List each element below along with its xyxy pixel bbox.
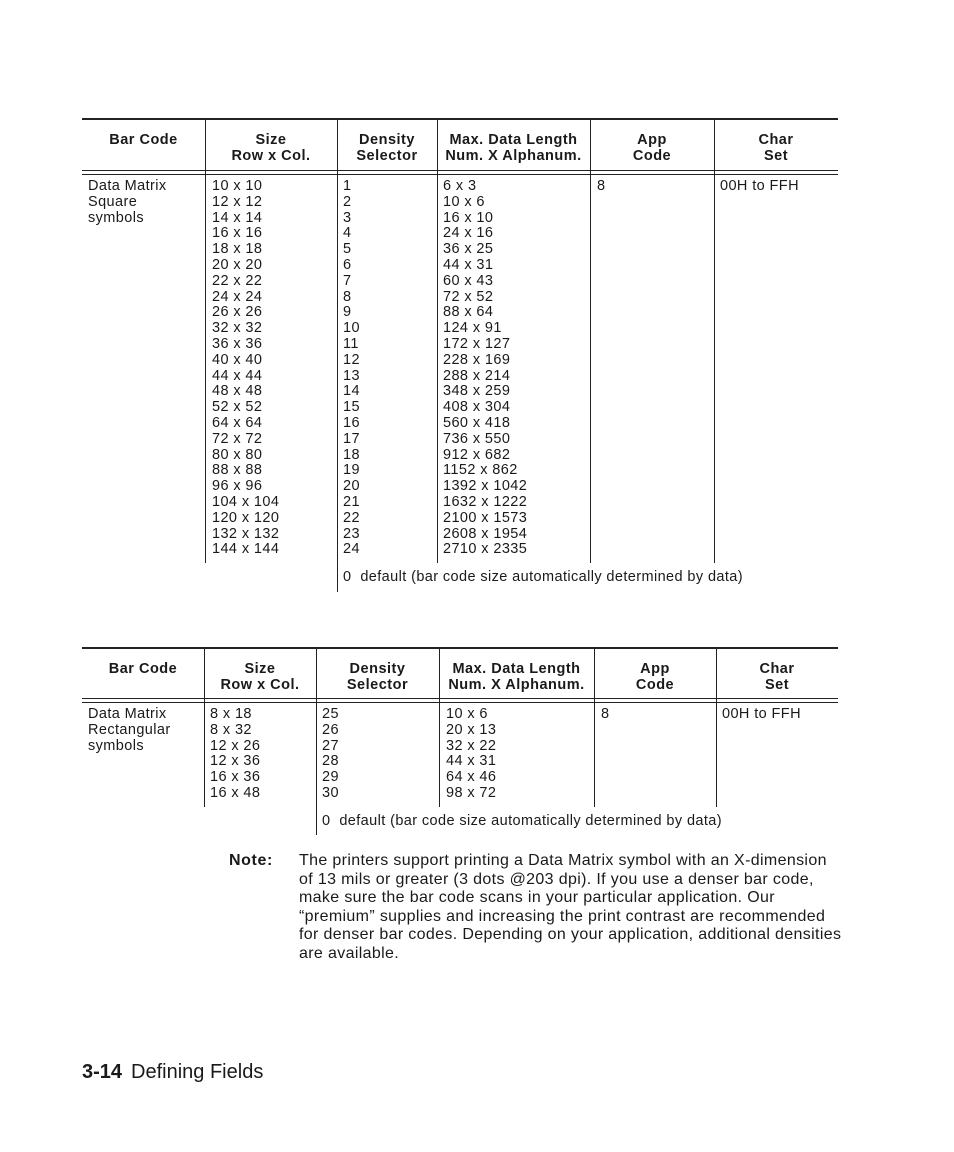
note-label: Note: [229, 852, 273, 869]
table-cell: 32 x 32 [212, 320, 263, 337]
table-cell: 12 x 36 [210, 753, 261, 770]
table-cell: 20 x 13 [446, 721, 497, 738]
table-cell: 4 [343, 225, 352, 242]
table-cell: 60 x 43 [443, 272, 494, 289]
header-density: Density Selector [356, 132, 418, 164]
header-rule [82, 174, 838, 175]
table-cell: 132 x 132 [212, 525, 280, 542]
default-footnote: 0 default (bar code size automatically determined by data) [343, 569, 743, 585]
table-cell: 12 x 12 [212, 193, 263, 210]
table-cell: 19 [343, 462, 360, 479]
table-cell: 72 x 52 [443, 288, 494, 305]
table-cell: 88 x 88 [212, 462, 263, 479]
table-cell: 36 x 36 [212, 335, 263, 352]
density-column [343, 179, 360, 558]
table-cell: 16 x 36 [210, 769, 261, 786]
max-data-column [443, 179, 527, 558]
column-divider [590, 118, 591, 563]
table-cell: 10 x 10 [212, 178, 263, 194]
table-cell: 80 x 80 [212, 446, 263, 463]
table-cell: 348 x 259 [443, 383, 511, 400]
table-cell: 26 [322, 721, 339, 738]
page-footer [82, 1061, 263, 1084]
table-cell: 2100 x 1573 [443, 509, 528, 526]
table-cell: 10 x 6 [446, 706, 488, 722]
table-cell: 30 [322, 784, 339, 801]
table-cell: 11 [343, 335, 359, 352]
table-cell: 120 x 120 [212, 509, 280, 526]
table-cell: 560 x 418 [443, 414, 511, 431]
table-cell: 20 x 20 [212, 256, 263, 273]
header-rule [82, 698, 838, 699]
header-max-data: Max. Data Length Num. X Alphanum. [448, 661, 585, 693]
table-cell: 12 x 26 [210, 737, 261, 754]
table-cell: 12 [343, 351, 360, 368]
table-cell: 20 [343, 478, 360, 495]
table-cell: 124 x 91 [443, 320, 502, 337]
table-cell: 6 [343, 256, 352, 273]
table-cell: 88 x 64 [443, 304, 494, 321]
char-set-cell: 00H to FFH [722, 706, 801, 722]
default-footnote: 0 default (bar code size automatically determined by data) [322, 813, 722, 829]
table-cell: 144 x 144 [212, 541, 280, 558]
table-cell: 13 [343, 367, 360, 384]
header-app-code: App Code [632, 132, 672, 164]
table-cell: 21 [343, 493, 360, 510]
table-cell: 8 [343, 288, 352, 305]
table-cell: 22 [343, 509, 360, 526]
table-cell: 8 x 18 [210, 706, 252, 722]
rectangular-symbols-table [82, 647, 838, 837]
table-cell: 6 x 3 [443, 178, 477, 194]
table-cell: 408 x 304 [443, 399, 511, 416]
table-cell: 3 [343, 209, 352, 226]
app-code-cell: 8 [601, 706, 610, 722]
table-cell: 1392 x 1042 [443, 478, 528, 495]
table-cell: 24 x 16 [443, 225, 494, 242]
table-cell: 16 x 48 [210, 784, 261, 801]
table-cell: 18 x 18 [212, 241, 263, 258]
header-rule [82, 702, 838, 703]
table-cell: 7 [343, 272, 352, 289]
char-set-cell: 00H to FFH [720, 178, 799, 194]
app-code-cell: 8 [597, 178, 606, 194]
header-char-set: Char Set [759, 661, 795, 693]
column-divider [437, 118, 438, 563]
header-bar-code: Bar Code [109, 132, 178, 148]
table-cell: 44 x 31 [443, 256, 494, 273]
table-cell: 15 [343, 399, 360, 416]
table-cell: 27 [322, 737, 339, 754]
table-cell: 16 [343, 414, 360, 431]
table-top-rule [82, 647, 838, 649]
table-cell: 72 x 72 [212, 430, 263, 447]
table-cell: 5 [343, 241, 352, 258]
table-cell: 22 x 22 [212, 272, 263, 289]
table-cell: 64 x 46 [446, 769, 497, 786]
bar-code-cell: Data Matrix Square symbols [88, 178, 167, 226]
max-data-column [446, 707, 496, 802]
table-top-rule [82, 118, 838, 120]
density-column [322, 707, 339, 802]
table-cell: 10 x 6 [443, 193, 485, 210]
table-cell: 16 x 10 [443, 209, 494, 226]
column-divider [205, 118, 206, 563]
table-cell: 14 [343, 383, 360, 400]
table-cell: 1632 x 1222 [443, 493, 528, 510]
table-cell: 1152 x 862 [443, 462, 518, 479]
header-size: Size Row x Col. [231, 132, 311, 164]
table-cell: 2 [343, 193, 352, 210]
header-bar-code: Bar Code [108, 661, 178, 677]
table-cell: 9 [343, 304, 352, 321]
bar-code-cell: Data Matrix Rectangular symbols [88, 706, 171, 754]
table-cell: 29 [322, 769, 339, 786]
table-cell: 10 [343, 320, 360, 337]
note-text: The printers support printing a Data Matrix symbol with an X-dimension of 13 mils or greater (3 dots @203 dpi). If you use a denser bar code, make sure the bar code scans in your particular application. Our “premium” supplies and increasing the print contrast are recommended for denser bar codes. Depending on your application, additional densities are available. [299, 852, 842, 962]
square-symbols-table [82, 118, 838, 593]
table-cell: 96 x 96 [212, 478, 263, 495]
table-cell: 24 x 24 [212, 288, 263, 305]
table-cell: 24 [343, 541, 360, 558]
header-max-data: Max. Data Length Num. X Alphanum. [445, 132, 582, 164]
table-cell: 40 x 40 [212, 351, 263, 368]
table-cell: 8 x 32 [210, 721, 252, 738]
table-cell: 32 x 22 [446, 737, 497, 754]
table-cell: 912 x 682 [443, 446, 511, 463]
table-cell: 28 [322, 753, 339, 770]
table-cell: 228 x 169 [443, 351, 511, 368]
header-size: Size Row x Col. [220, 661, 300, 693]
table-cell: 25 [322, 706, 339, 722]
table-cell: 104 x 104 [212, 493, 280, 510]
header-char-set: Char Set [758, 132, 794, 164]
header-density: Density Selector [346, 661, 409, 693]
table-cell: 288 x 214 [443, 367, 511, 384]
table-cell: 16 x 16 [212, 225, 263, 242]
header-rule [82, 170, 838, 171]
section-title: Defining Fields [131, 1061, 264, 1083]
table-cell: 64 x 64 [212, 414, 263, 431]
table-cell: 52 x 52 [212, 399, 263, 416]
size-column [210, 707, 260, 802]
table-cell: 48 x 48 [212, 383, 263, 400]
table-cell: 44 x 31 [446, 753, 497, 770]
column-divider [714, 118, 715, 563]
table-cell: 172 x 127 [443, 335, 511, 352]
table-cell: 36 x 25 [443, 241, 494, 258]
table-cell: 17 [343, 430, 360, 447]
table-cell: 2710 x 2335 [443, 541, 528, 558]
column-divider [337, 118, 338, 592]
table-cell: 44 x 44 [212, 367, 263, 384]
table-cell: 23 [343, 525, 360, 542]
header-app-code: App Code [635, 661, 675, 693]
table-cell: 1 [343, 178, 352, 194]
table-cell: 18 [343, 446, 360, 463]
table-cell: 2608 x 1954 [443, 525, 528, 542]
table-cell: 26 x 26 [212, 304, 263, 321]
table-cell: 14 x 14 [212, 209, 263, 226]
size-column [212, 179, 279, 558]
page-number: 3-14 [82, 1061, 123, 1083]
table-cell: 98 x 72 [446, 784, 497, 801]
table-cell: 736 x 550 [443, 430, 511, 447]
